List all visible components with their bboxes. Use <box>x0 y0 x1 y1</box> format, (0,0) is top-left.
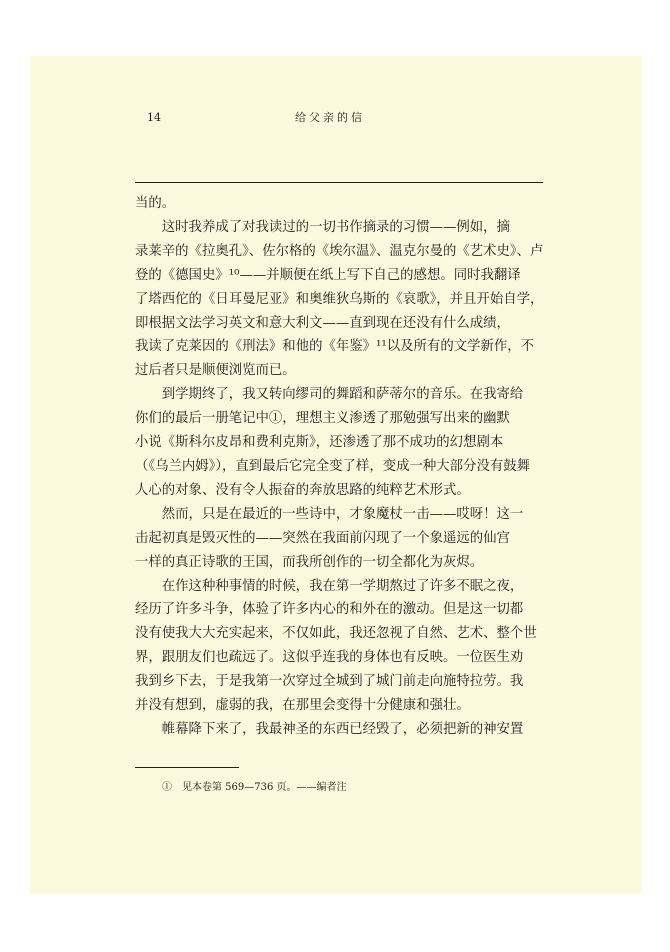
text-line: 即根据文法学习英文和意大利文——直到现在还没有什么成绩， <box>135 315 510 331</box>
text-line: 然而，只是在最近的一些诗中，才象魔杖一击——哎呀！这一 <box>135 506 524 522</box>
text-line: 击起初真是毁灭性的——突然在我面前闪现了一个象遥远的仙宫 <box>135 530 510 546</box>
header-rule <box>135 182 543 183</box>
text-line: 到学期终了，我又转向缪司的舞蹈和萨蒂尔的音乐。在我寄给 <box>135 387 524 403</box>
text-line: （《乌兰内姆》），直到最后它完全变了样，变成一种大部分没有鼓舞 <box>135 458 531 474</box>
footnote-rule <box>135 767 239 768</box>
text-line: 这时我养成了对我读过的一切书作摘录的习惯——例如，摘 <box>135 219 510 235</box>
text-line: 我读了克莱因的《刑法》和他的《年鉴》¹¹以及所有的文学新作，不 <box>135 339 535 355</box>
text-line: 录莱辛的《拉奥孔》、佐尔格的《埃尔温》、温克尔曼的《艺术史》、卢 <box>135 243 543 259</box>
text-line: 当的。 <box>135 196 176 211</box>
text-line: 界，跟朋友们也疏远了。这似乎连我的身体也有反映。一位医生劝 <box>135 650 524 666</box>
running-head <box>117 110 543 126</box>
text-line: 在作这种种事情的时候，我在第一学期熬过了许多不眠之夜， <box>135 578 524 594</box>
text-line: 小说《斯科尔皮昂和费利克斯》，还渗透了那不成功的幻想剧本 <box>135 435 504 451</box>
body-text <box>135 192 543 742</box>
text-line: 经历了许多斗争，体验了许多内心的和外在的激动。但是这一切都 <box>135 602 524 618</box>
page-number: 14 <box>147 111 161 124</box>
text-line: 人心的对象、没有令人振奋的奔放思路的纯粹艺术形式。 <box>135 482 470 498</box>
text-line: 帷幕降下来了，我最神圣的东西已经毁了，必须把新的神安置 <box>135 721 524 737</box>
running-title: 给父亲的信 <box>295 111 365 124</box>
text-line: 我到乡下去，于是我第一次穿过全城到了城门前走向施特拉劳。我 <box>135 674 524 690</box>
text-line: 没有使我大大充实起来，不仅如此，我还忽视了自然、艺术、整个世 <box>135 626 537 642</box>
text-line: 过后者只是顺便浏览而已。 <box>135 363 296 379</box>
footnote: ① 见本卷第 569—736 页。——编者注 <box>162 782 347 793</box>
text-line: 并没有想到，虚弱的我，在那里会变得十分健康和强壮。 <box>135 698 470 714</box>
text-line: 了塔西佗的《日耳曼尼亚》和奥维狄乌斯的《哀歌》，并且开始自学， <box>135 291 543 307</box>
text-line: 登的《德国史》¹⁰——并顺便在纸上写下自己的感想。同时我翻译 <box>135 267 521 283</box>
text-line: 你们的最后一册笔记中①，理想主义渗透了那勉强写出来的幽默 <box>135 411 510 427</box>
text-line: 一样的真正诗歌的王国，而我所创作的一切全都化为灰烬。 <box>135 554 484 570</box>
